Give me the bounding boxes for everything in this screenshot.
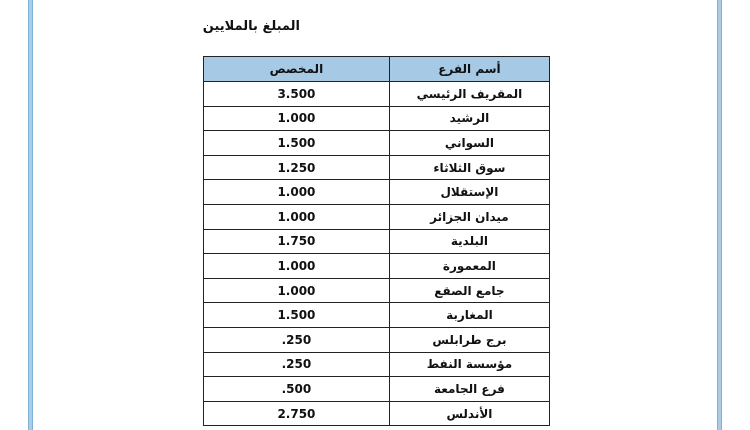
branch-name-cell: الرشيد <box>389 106 549 131</box>
amount-cell: 1.500 <box>204 131 390 156</box>
branch-name-cell: مؤسسة النفط <box>389 352 549 377</box>
page-frame-right <box>717 0 722 430</box>
table-row <box>204 82 550 107</box>
amount-cell: 1.000 <box>204 254 390 279</box>
header-amount: المخصص <box>204 57 390 82</box>
amount-cell: 1.000 <box>204 204 390 229</box>
amount-cell: .250 <box>204 327 390 352</box>
table-header-row <box>204 57 550 82</box>
branch-name-cell: ميدان الجزائر <box>389 204 549 229</box>
branch-name-cell: الأندلس <box>389 401 549 426</box>
branch-name-cell: المغاربة <box>389 303 549 328</box>
branch-name-cell: الإستقلال <box>389 180 549 205</box>
branch-name-cell: برج طرابلس <box>389 327 549 352</box>
branch-allocation-table <box>203 56 550 426</box>
branch-name-cell: جامع الصقع <box>389 278 549 303</box>
branch-name-cell: المعمورة <box>389 254 549 279</box>
amount-cell: 1.000 <box>204 106 390 131</box>
branch-name-cell: السواني <box>389 131 549 156</box>
amount-cell: 1.250 <box>204 155 390 180</box>
table-row <box>204 155 550 180</box>
table-row <box>204 327 550 352</box>
table-body <box>204 82 550 426</box>
header-branch: أسم الفرع <box>389 57 549 82</box>
table-row <box>204 278 550 303</box>
table-row <box>204 131 550 156</box>
branch-name-cell: سوق الثلاثاء <box>389 155 549 180</box>
amount-cell: .250 <box>204 352 390 377</box>
table-row <box>204 204 550 229</box>
amount-cell: 1.000 <box>204 180 390 205</box>
branch-name-cell: البلدية <box>389 229 549 254</box>
table-row <box>204 352 550 377</box>
table-row <box>204 377 550 402</box>
table-row <box>204 303 550 328</box>
amount-cell: 1.500 <box>204 303 390 328</box>
amount-cell: 2.750 <box>204 401 390 426</box>
branch-name-cell: فرع الجامعة <box>389 377 549 402</box>
amount-cell: 3.500 <box>204 82 390 107</box>
amount-cell: 1.750 <box>204 229 390 254</box>
table-row <box>204 180 550 205</box>
table-row <box>204 401 550 426</box>
branch-name-cell: المقريف الرئيسي <box>389 82 549 107</box>
amount-unit-caption: المبلغ بالملايين <box>202 19 300 34</box>
amount-cell: .500 <box>204 377 390 402</box>
amount-cell: 1.000 <box>204 278 390 303</box>
page-frame-left <box>28 0 33 430</box>
table-row <box>204 254 550 279</box>
table-row <box>204 106 550 131</box>
table-row <box>204 229 550 254</box>
